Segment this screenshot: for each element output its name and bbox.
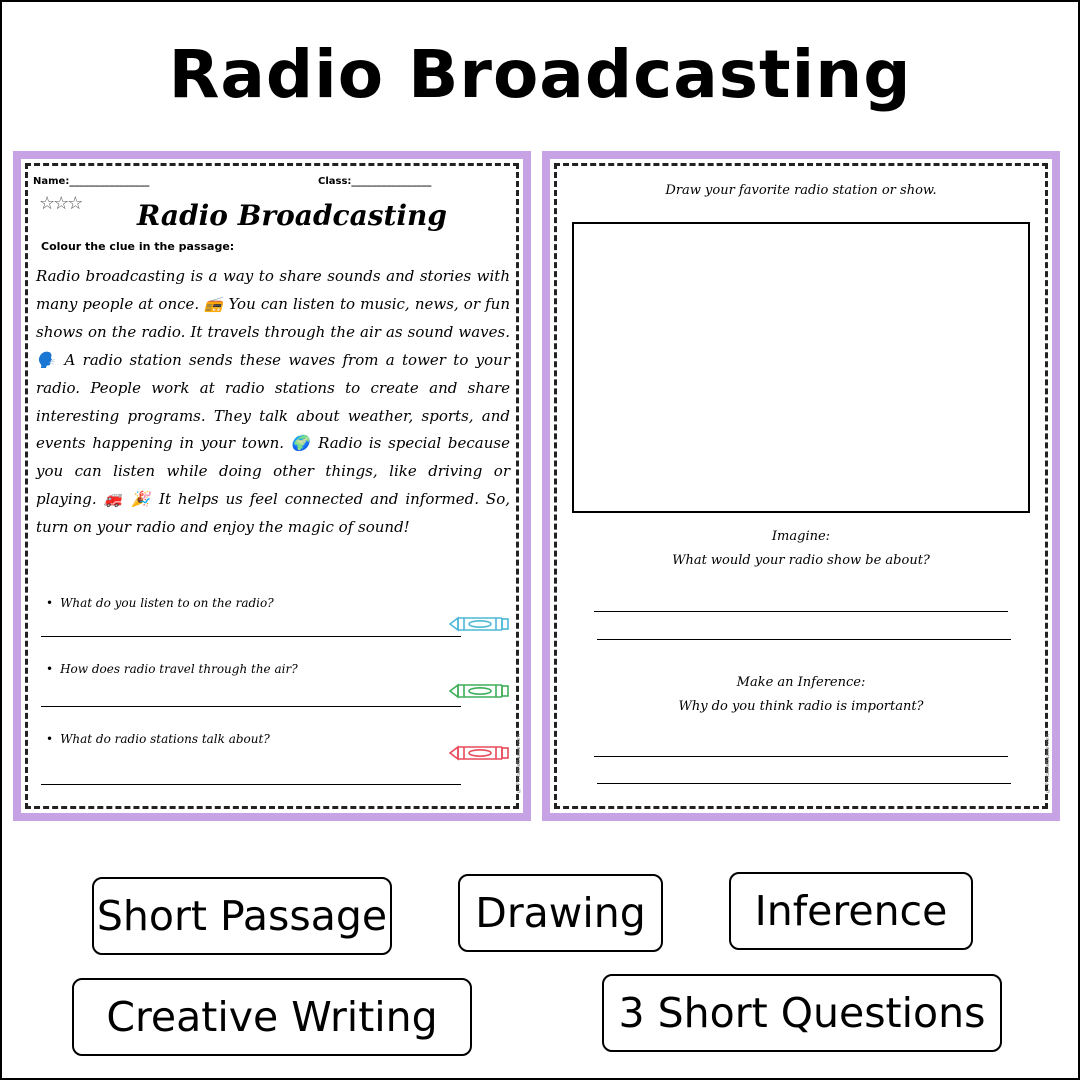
tag-creative-writing: Creative Writing <box>72 978 472 1056</box>
reading-passage: Radio broadcasting is a way to share sounds and stories with many people at once. 📻 You can listen to music, news, or fun shows on the radio. It travels through the air as sound waves. 🗣️ A radio station sends these waves from a tower to your radio. People work at radio stations to create and share interesting programs. They talk about weather, sports, and events happening in your town. 🌍 Radio is special because you can listen while doing other things, like driving or playing. 🚒 🎉 It helps us feel connected and informed. So, turn on your radio and enjoy the magic of sound! <box>36 267 510 537</box>
page-title: Radio Broadcasting <box>168 36 912 113</box>
worksheet-drawing-preview <box>542 151 1060 821</box>
drawing-box[interactable] <box>572 222 1030 513</box>
imagine-answer-line-2[interactable] <box>597 639 1011 640</box>
question-3: • What do radio stations talk about? <box>46 732 270 746</box>
tag-short-passage: Short Passage <box>92 877 392 955</box>
imagine-answer-line-1[interactable] <box>594 611 1008 612</box>
tag-inference: Inference <box>729 872 973 950</box>
answer-line-3[interactable] <box>41 784 461 785</box>
passage-instruction: Colour the clue in the passage: <box>41 240 235 253</box>
question-1: • What do you listen to on the radio? <box>46 596 274 610</box>
worksheet-passage-preview <box>13 151 531 821</box>
worksheet-page <box>550 159 1052 813</box>
copyright-note: © PrintableBazaar.com <box>516 734 522 793</box>
tag-drawing: Drawing <box>458 874 663 952</box>
draw-prompt: Draw your favorite radio station or show. <box>665 183 937 198</box>
class-field-label: Class:________________ <box>318 176 432 187</box>
answer-line-1[interactable] <box>41 636 461 637</box>
inference-answer-line-2[interactable] <box>597 783 1011 784</box>
imagine-label: Imagine: <box>771 529 831 544</box>
rating-stars-icon: ☆☆☆ <box>39 193 82 214</box>
red-crayon-icon <box>449 744 511 762</box>
imagine-question: What would your radio show be about? <box>672 553 930 568</box>
worksheet-page <box>21 159 523 813</box>
answer-line-2[interactable] <box>41 706 461 707</box>
green-crayon-icon <box>449 682 511 700</box>
inference-label: Make an Inference: <box>736 675 866 690</box>
tag-3-short-questions: 3 Short Questions <box>602 974 1002 1052</box>
worksheet-title: Radio Broadcasting <box>137 199 447 232</box>
question-2: • How does radio travel through the air? <box>46 662 298 676</box>
copyright-note: © PrintableBazaar.com <box>1045 734 1051 793</box>
inference-answer-line-1[interactable] <box>594 756 1008 757</box>
inference-question: Why do you think radio is important? <box>678 699 924 714</box>
name-field-label: Name:________________ <box>33 176 150 187</box>
blue-crayon-icon <box>449 615 511 633</box>
